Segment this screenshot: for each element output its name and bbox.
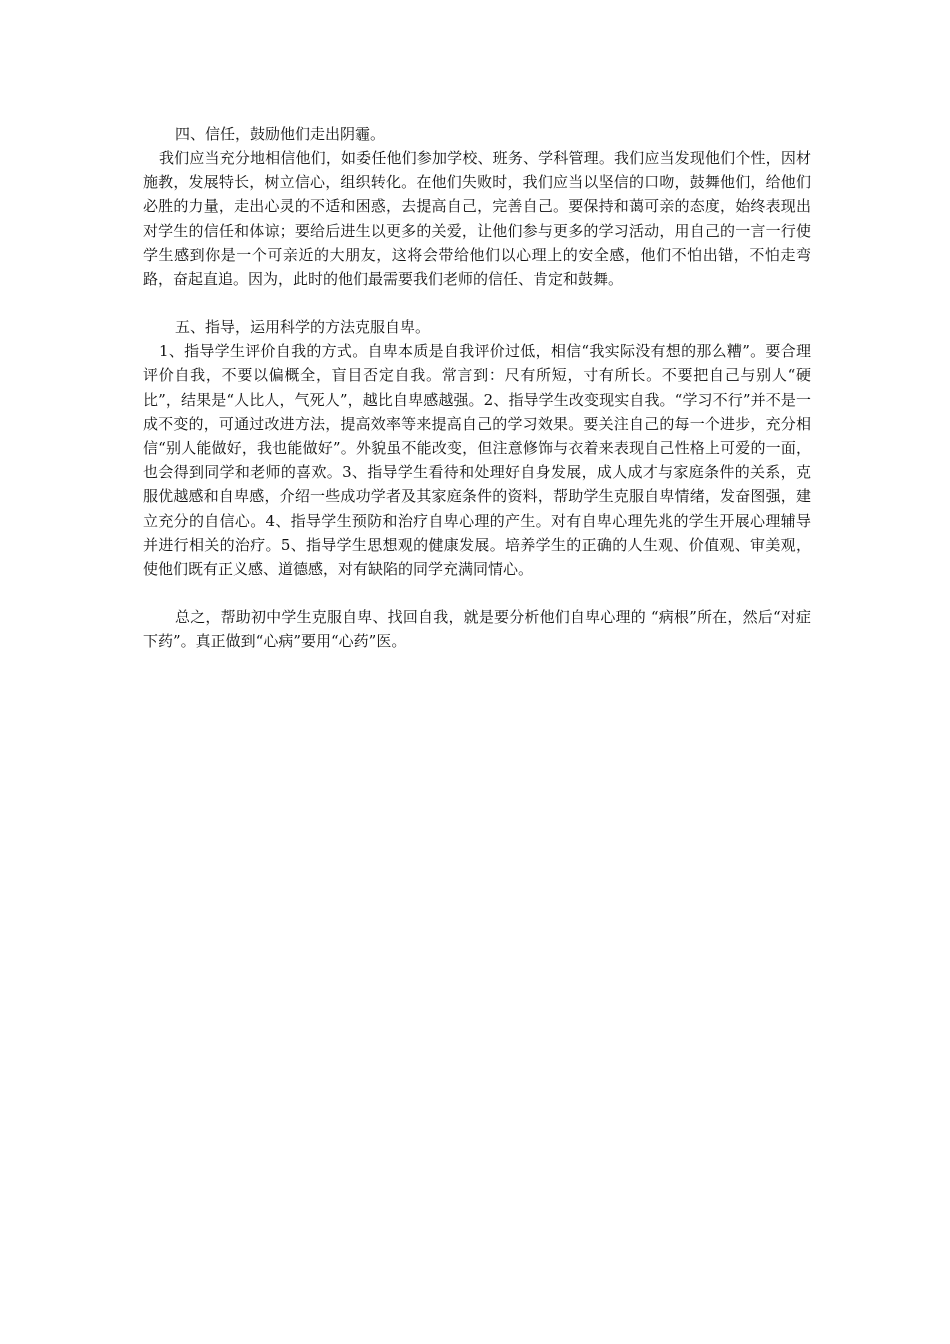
- paragraph-gap: [143, 291, 811, 315]
- section-four-heading: 四、信任，鼓励他们走出阴霾。: [175, 125, 386, 143]
- conclusion-body: 总之，帮助初中学生克服自卑、找回自我，就是要分析他们自卑心理的 “病根”所在，然后“对症下药”。真正做到“心病”要用“心药”医。: [143, 608, 811, 651]
- section-five-body: 1、指导学生评价自我的方式。自卑本质是自我评价过低，相信“我实际没有想的那么糟”。要合理评价自我，不要以偏概全，盲目否定自我。常言到：尺有所短，寸有所长。不要把自己与别人“硬比”，结果是“人比人，气死人”，越比自卑感越强。2、指导学生改变现实自我。“学习不行”并不是一成不变的，可通过改进方法，提高效率等来提高自己的学习效果。要关注自己的每一个进步，充分相信“别人能做好，我也能做好”。外貌虽不能改变，但注意修饰与衣着来表现自己性格上可爱的一面，也会得到同学和老师的喜欢。3、指导学生看待和处理好自身发展，成人成才与家庭条件的关系，克服优越感和自卑感，介绍一些成功学者及其家庭条件的资料，帮助学生克服自卑情绪，发奋图强，建立充分的自信心。4、指导学生预防和治疗自卑心理的产生。对有自卑心理先兆的学生开展心理辅导并进行相关的治疗。5、指导学生思想观的健康发展。培养学生的正确的人生观、价值观、审美观，使他们既有正义感、道德感，对有缺陷的同学充满同情心。: [143, 342, 811, 579]
- document-page: [143, 122, 811, 654]
- paragraph-gap: [143, 581, 811, 605]
- section-five-heading: 五、指导，运用科学的方法克服自卑。: [175, 318, 431, 337]
- section-four-body: 我们应当充分地相信他们，如委任他们参加学校、班务、学科管理。我们应当发现他们个性，因材施教，发展特长，树立信心，组织转化。在他们失败时，我们应当以坚信的口吻，鼓舞他们，给他们必胜的力量，走出心灵的不适和困惑，去提高自己，完善自己。要保持和蔼可亲的态度，始终表现出对学生的信任和体谅；要给后进生以更多的关爱，让他们参与更多的学习活动，用自己的一言一行使学生感到你是一个可亲近的大朋友，这将会带给他们以心理上的安全感，他们不怕出错，不怕走弯路，奋起直追。因为，此时的他们最需要我们老师的信任、肯定和鼓舞。: [143, 149, 811, 289]
